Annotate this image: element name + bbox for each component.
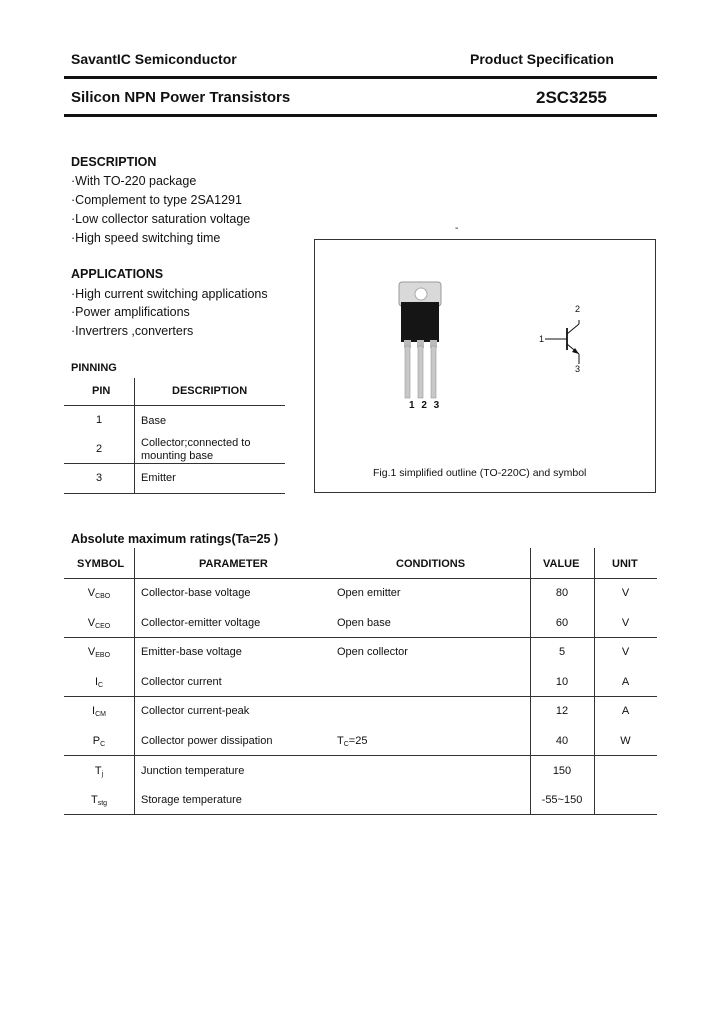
description-item: ·Low collector saturation voltage xyxy=(71,212,251,226)
pin-description: Collector;connected to xyxy=(141,437,251,449)
rating-value: -55~150 xyxy=(541,794,583,807)
company-name: SavantIC Semiconductor xyxy=(71,51,237,67)
rating-value: 40 xyxy=(555,735,569,747)
header-rule-top xyxy=(64,76,657,79)
rating-symbol xyxy=(64,646,134,659)
rating-symbol-subscript: stg xyxy=(97,800,108,808)
rating-condition-tail: =25 xyxy=(348,735,368,747)
rating-symbol-base: I xyxy=(92,705,96,718)
applications-item: ·Power amplifications xyxy=(71,305,190,319)
rating-symbol-subscript: j xyxy=(101,770,104,778)
figure-caption: Fig.1 simplified outline (TO-220C) and symbol xyxy=(373,467,587,479)
rating-parameter: Collector-emitter voltage xyxy=(141,616,261,629)
rating-parameter: Collector current-peak xyxy=(141,705,250,718)
pin-description: Emitter xyxy=(141,472,176,484)
unit-header: UNIT xyxy=(612,558,638,570)
pinning-title: PINNING xyxy=(71,362,117,374)
rating-unit: A xyxy=(621,675,630,688)
rating-symbol xyxy=(64,705,134,718)
rating-symbol-base: P xyxy=(92,735,101,747)
rating-condition-text: Open emitter xyxy=(337,587,401,599)
description-item: ·Complement to type 2SA1291 xyxy=(71,193,242,207)
rating-unit: V xyxy=(621,587,630,599)
rating-symbol xyxy=(64,794,134,807)
applications-title: APPLICATIONS xyxy=(71,267,164,281)
pin-number: 2 xyxy=(96,443,103,455)
rating-symbol xyxy=(64,587,134,600)
rating-symbol-subscript: CM xyxy=(95,711,106,719)
rating-symbol xyxy=(64,765,134,778)
rating-symbol-base: I xyxy=(94,675,98,688)
rating-condition-text: Open base xyxy=(337,616,391,629)
package-pin-labels: 1 2 3 xyxy=(409,400,442,411)
conditions-header: CONDITIONS xyxy=(396,558,466,570)
pin-header: PIN xyxy=(92,385,111,397)
description-item: ·With TO-220 package xyxy=(71,174,197,188)
rating-condition xyxy=(337,587,401,600)
rating-symbol-subscript: EBO xyxy=(95,652,111,660)
rating-condition xyxy=(337,617,391,630)
rating-parameter: Junction temperature xyxy=(141,764,245,777)
rating-symbol-base: V xyxy=(87,616,96,629)
doc-type: Product Specification xyxy=(470,51,614,67)
pin-description-header: DESCRIPTION xyxy=(172,385,248,397)
rating-parameter: Emitter-base voltage xyxy=(141,646,242,659)
description-item: ·High speed switching time xyxy=(71,231,221,245)
rating-symbol-subscript: C xyxy=(98,681,104,689)
rating-unit: W xyxy=(620,735,631,747)
rating-symbol-base: V xyxy=(87,587,96,599)
rating-condition-text: T xyxy=(337,735,344,747)
rating-symbol-base: T xyxy=(94,764,102,777)
rating-value: 60 xyxy=(555,616,569,629)
header-rule-bottom xyxy=(64,114,657,117)
rating-value: 10 xyxy=(555,675,569,688)
pin-description: mounting base xyxy=(141,450,214,462)
applications-item: ·High current switching applications xyxy=(71,287,268,301)
ratings-table xyxy=(64,548,657,815)
figure-dash: - xyxy=(455,223,459,234)
rating-symbol-subscript: CEO xyxy=(95,622,111,630)
to220-package-image xyxy=(391,274,453,404)
rating-unit: A xyxy=(621,705,630,718)
applications-item: ·Invertrers ,converters xyxy=(71,324,194,338)
rating-condition xyxy=(337,646,408,659)
rating-symbol-subscript: C xyxy=(100,741,106,748)
rating-value: 12 xyxy=(555,705,569,718)
pin-number: 3 xyxy=(96,472,103,484)
rating-symbol xyxy=(64,676,134,689)
rating-condition xyxy=(337,735,367,748)
part-number: 2SC3255 xyxy=(536,88,607,107)
ratings-title: Absolute maximum ratings(Ta=25 ) xyxy=(71,532,279,546)
rating-parameter: Collector power dissipation xyxy=(141,735,273,747)
value-header: VALUE xyxy=(543,558,580,570)
product-line: Silicon NPN Power Transistors xyxy=(71,89,291,106)
rating-parameter: Storage temperature xyxy=(141,794,242,807)
symbol-pin-emitter: 3 xyxy=(575,364,581,374)
rating-parameter: Collector-base voltage xyxy=(141,587,251,599)
rating-condition-text: Open collector xyxy=(337,646,408,659)
rating-symbol xyxy=(64,617,134,630)
rating-value: 150 xyxy=(552,764,572,777)
pin-number: 1 xyxy=(96,414,103,426)
rating-symbol-subscript: CBO xyxy=(95,593,111,600)
symbol-header: SYMBOL xyxy=(77,558,125,570)
rating-symbol-base: V xyxy=(87,646,96,659)
rating-unit: V xyxy=(621,646,630,659)
symbol-pin-base: 1 xyxy=(539,334,545,344)
rating-symbol xyxy=(64,735,134,748)
pinning-table xyxy=(64,378,285,494)
description-title: DESCRIPTION xyxy=(71,155,157,169)
parameter-header: PARAMETER xyxy=(199,558,268,570)
rating-unit: V xyxy=(621,616,630,629)
rating-symbol-base: T xyxy=(90,794,98,807)
rating-value: 80 xyxy=(555,587,569,599)
symbol-pin-collector: 2 xyxy=(575,304,581,314)
rating-parameter: Collector current xyxy=(141,675,222,688)
figure-box xyxy=(314,239,656,493)
rating-value: 5 xyxy=(558,646,566,659)
pin-description: Base xyxy=(141,415,167,427)
rating-condition-subscript: C xyxy=(343,741,349,748)
